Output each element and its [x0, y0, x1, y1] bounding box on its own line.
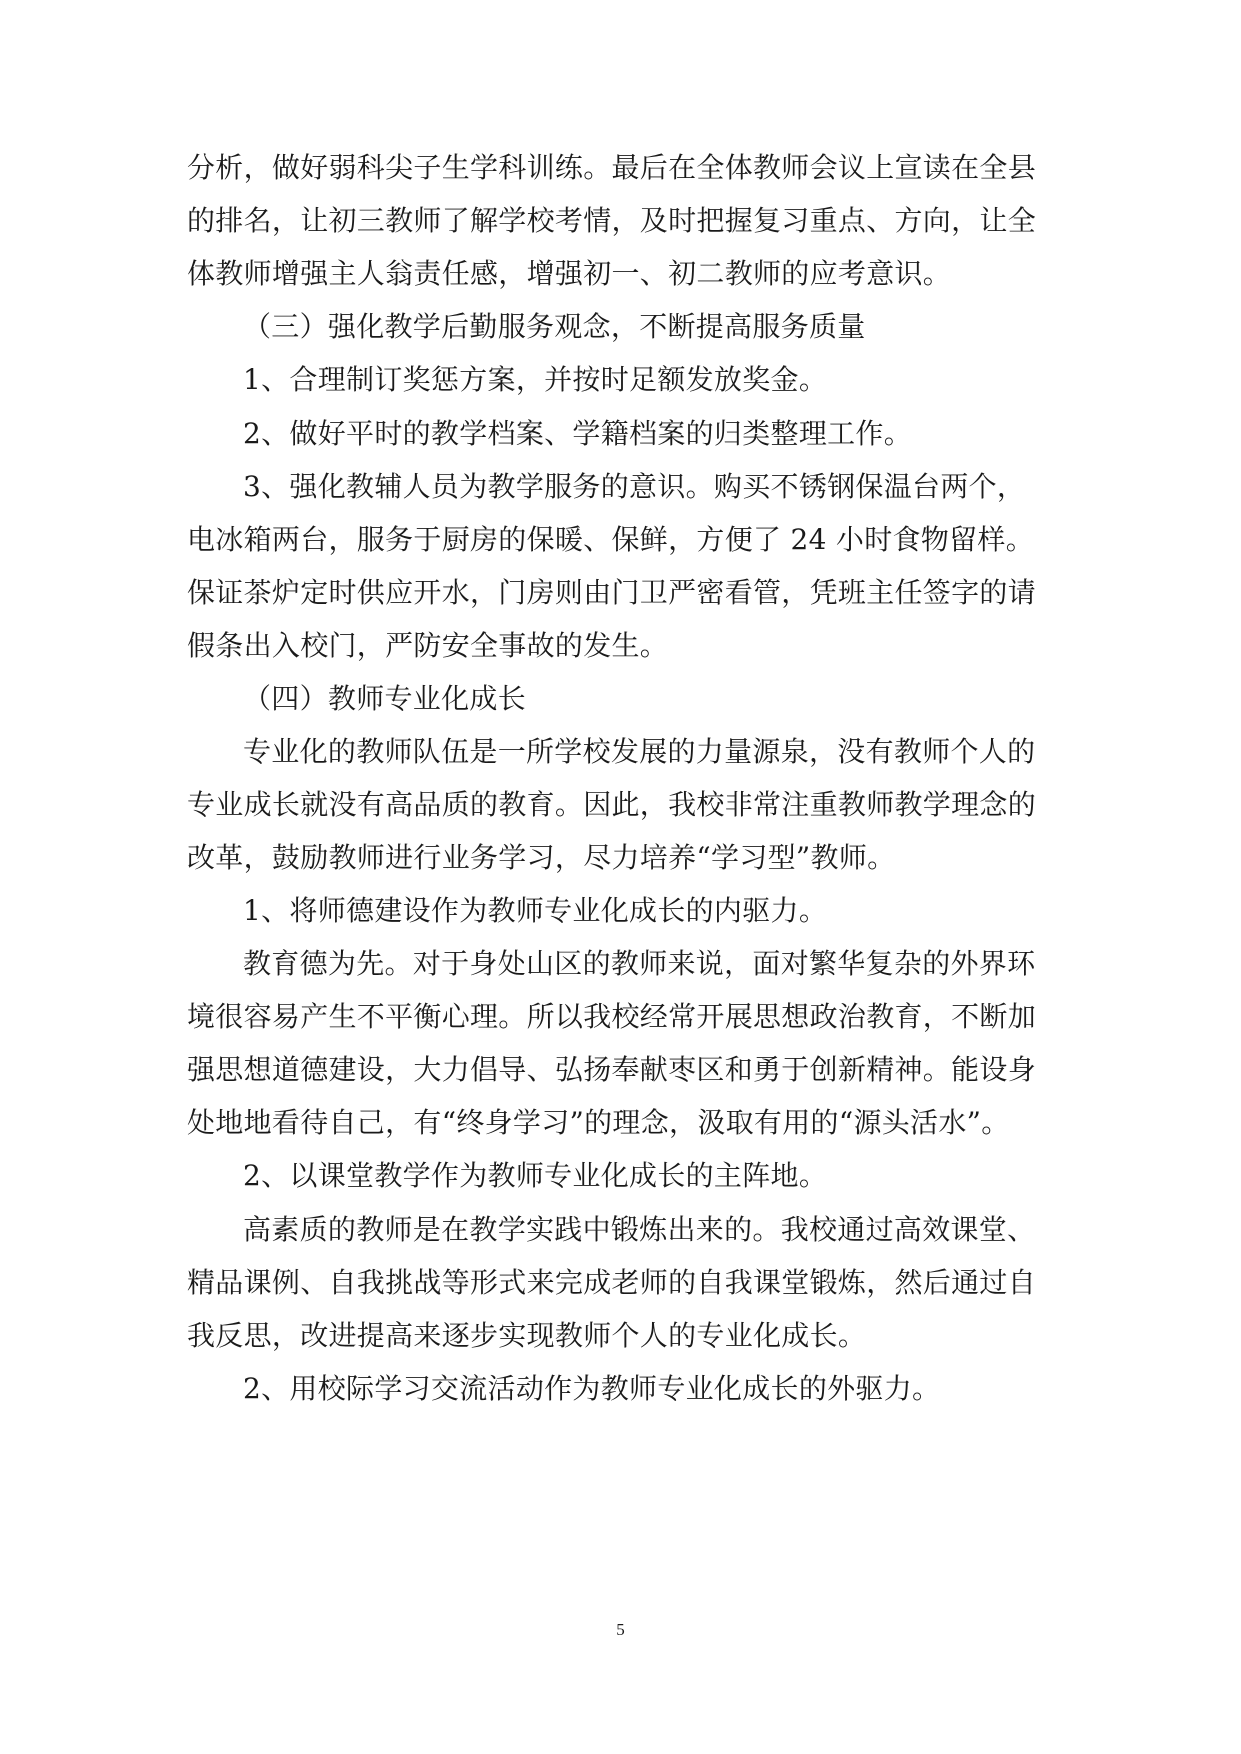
text-line: 境很容易产生不平衡心理。所以我校经常开展思想政治教育，不断加 [187, 1000, 1037, 1033]
paragraph-start: 专业化的教师队伍是一所学校发展的力量源泉，没有教师个人的 [243, 735, 1036, 768]
list-item: 2、以课堂教学作为教师专业化成长的主阵地。 [243, 1159, 828, 1192]
text-line: 分析，做好弱科尖子生学科训练。最后在全体教师会议上宣读在全县 [187, 151, 1037, 184]
text-line: 专业成长就没有高品质的教育。因此，我校非常注重教师教学理念的 [187, 788, 1037, 821]
list-item: 3、强化教辅人员为教学服务的意识。购买不锈钢保温台两个， [243, 470, 1026, 503]
list-item: 1、将师德建设作为教师专业化成长的内驱力。 [243, 894, 828, 927]
text-line: 精品课例、自我挑战等形式来完成老师的自我课堂锻炼，然后通过自 [187, 1266, 1037, 1299]
text-line: 体教师增强主人翁责任感，增强初一、初二教师的应考意识。 [187, 257, 952, 290]
paragraph-start: 高素质的教师是在教学实践中锻炼出来的。我校通过高效课堂、 [243, 1213, 1036, 1246]
list-item: 2、用校际学习交流活动作为教师专业化成长的外驱力。 [243, 1372, 941, 1405]
section-heading: （三）强化教学后勤服务观念，不断提高服务质量 [243, 310, 866, 343]
text-line: 保证茶炉定时供应开水，门房则由门卫严密看管，凭班主任签字的请 [187, 576, 1037, 609]
paragraph-start: 教育德为先。对于身处山区的教师来说，面对繁华复杂的外界环 [243, 947, 1036, 980]
section-heading: （四）教师专业化成长 [243, 682, 527, 715]
text-line: 的排名，让初三教师了解学校考情，及时把握复习重点、方向，让全 [187, 204, 1037, 237]
text-line: 处地地看待自己，有“终身学习”的理念，汲取有用的“源头活水”。 [187, 1106, 1010, 1139]
text-line: 强思想道德建设，大力倡导、弘扬奉献枣区和勇于创新精神。能设身 [187, 1053, 1037, 1086]
list-item: 1、合理制订奖惩方案，并按时足额发放奖金。 [243, 363, 828, 396]
text-line: 我反思，改进提高来逐步实现教师个人的专业化成长。 [187, 1319, 867, 1352]
text-line: 假条出入校门，严防安全事故的发生。 [187, 629, 669, 662]
text-line: 电冰箱两台，服务于厨房的保暖、保鲜，方便了 24 小时食物留样。 [187, 523, 1035, 556]
list-item: 2、做好平时的教学档案、学籍档案的归类整理工作。 [243, 417, 913, 450]
page-number: 5 [616, 1620, 625, 1639]
text-line: 改革，鼓励教师进行业务学习，尽力培养“学习型”教师。 [187, 841, 896, 874]
